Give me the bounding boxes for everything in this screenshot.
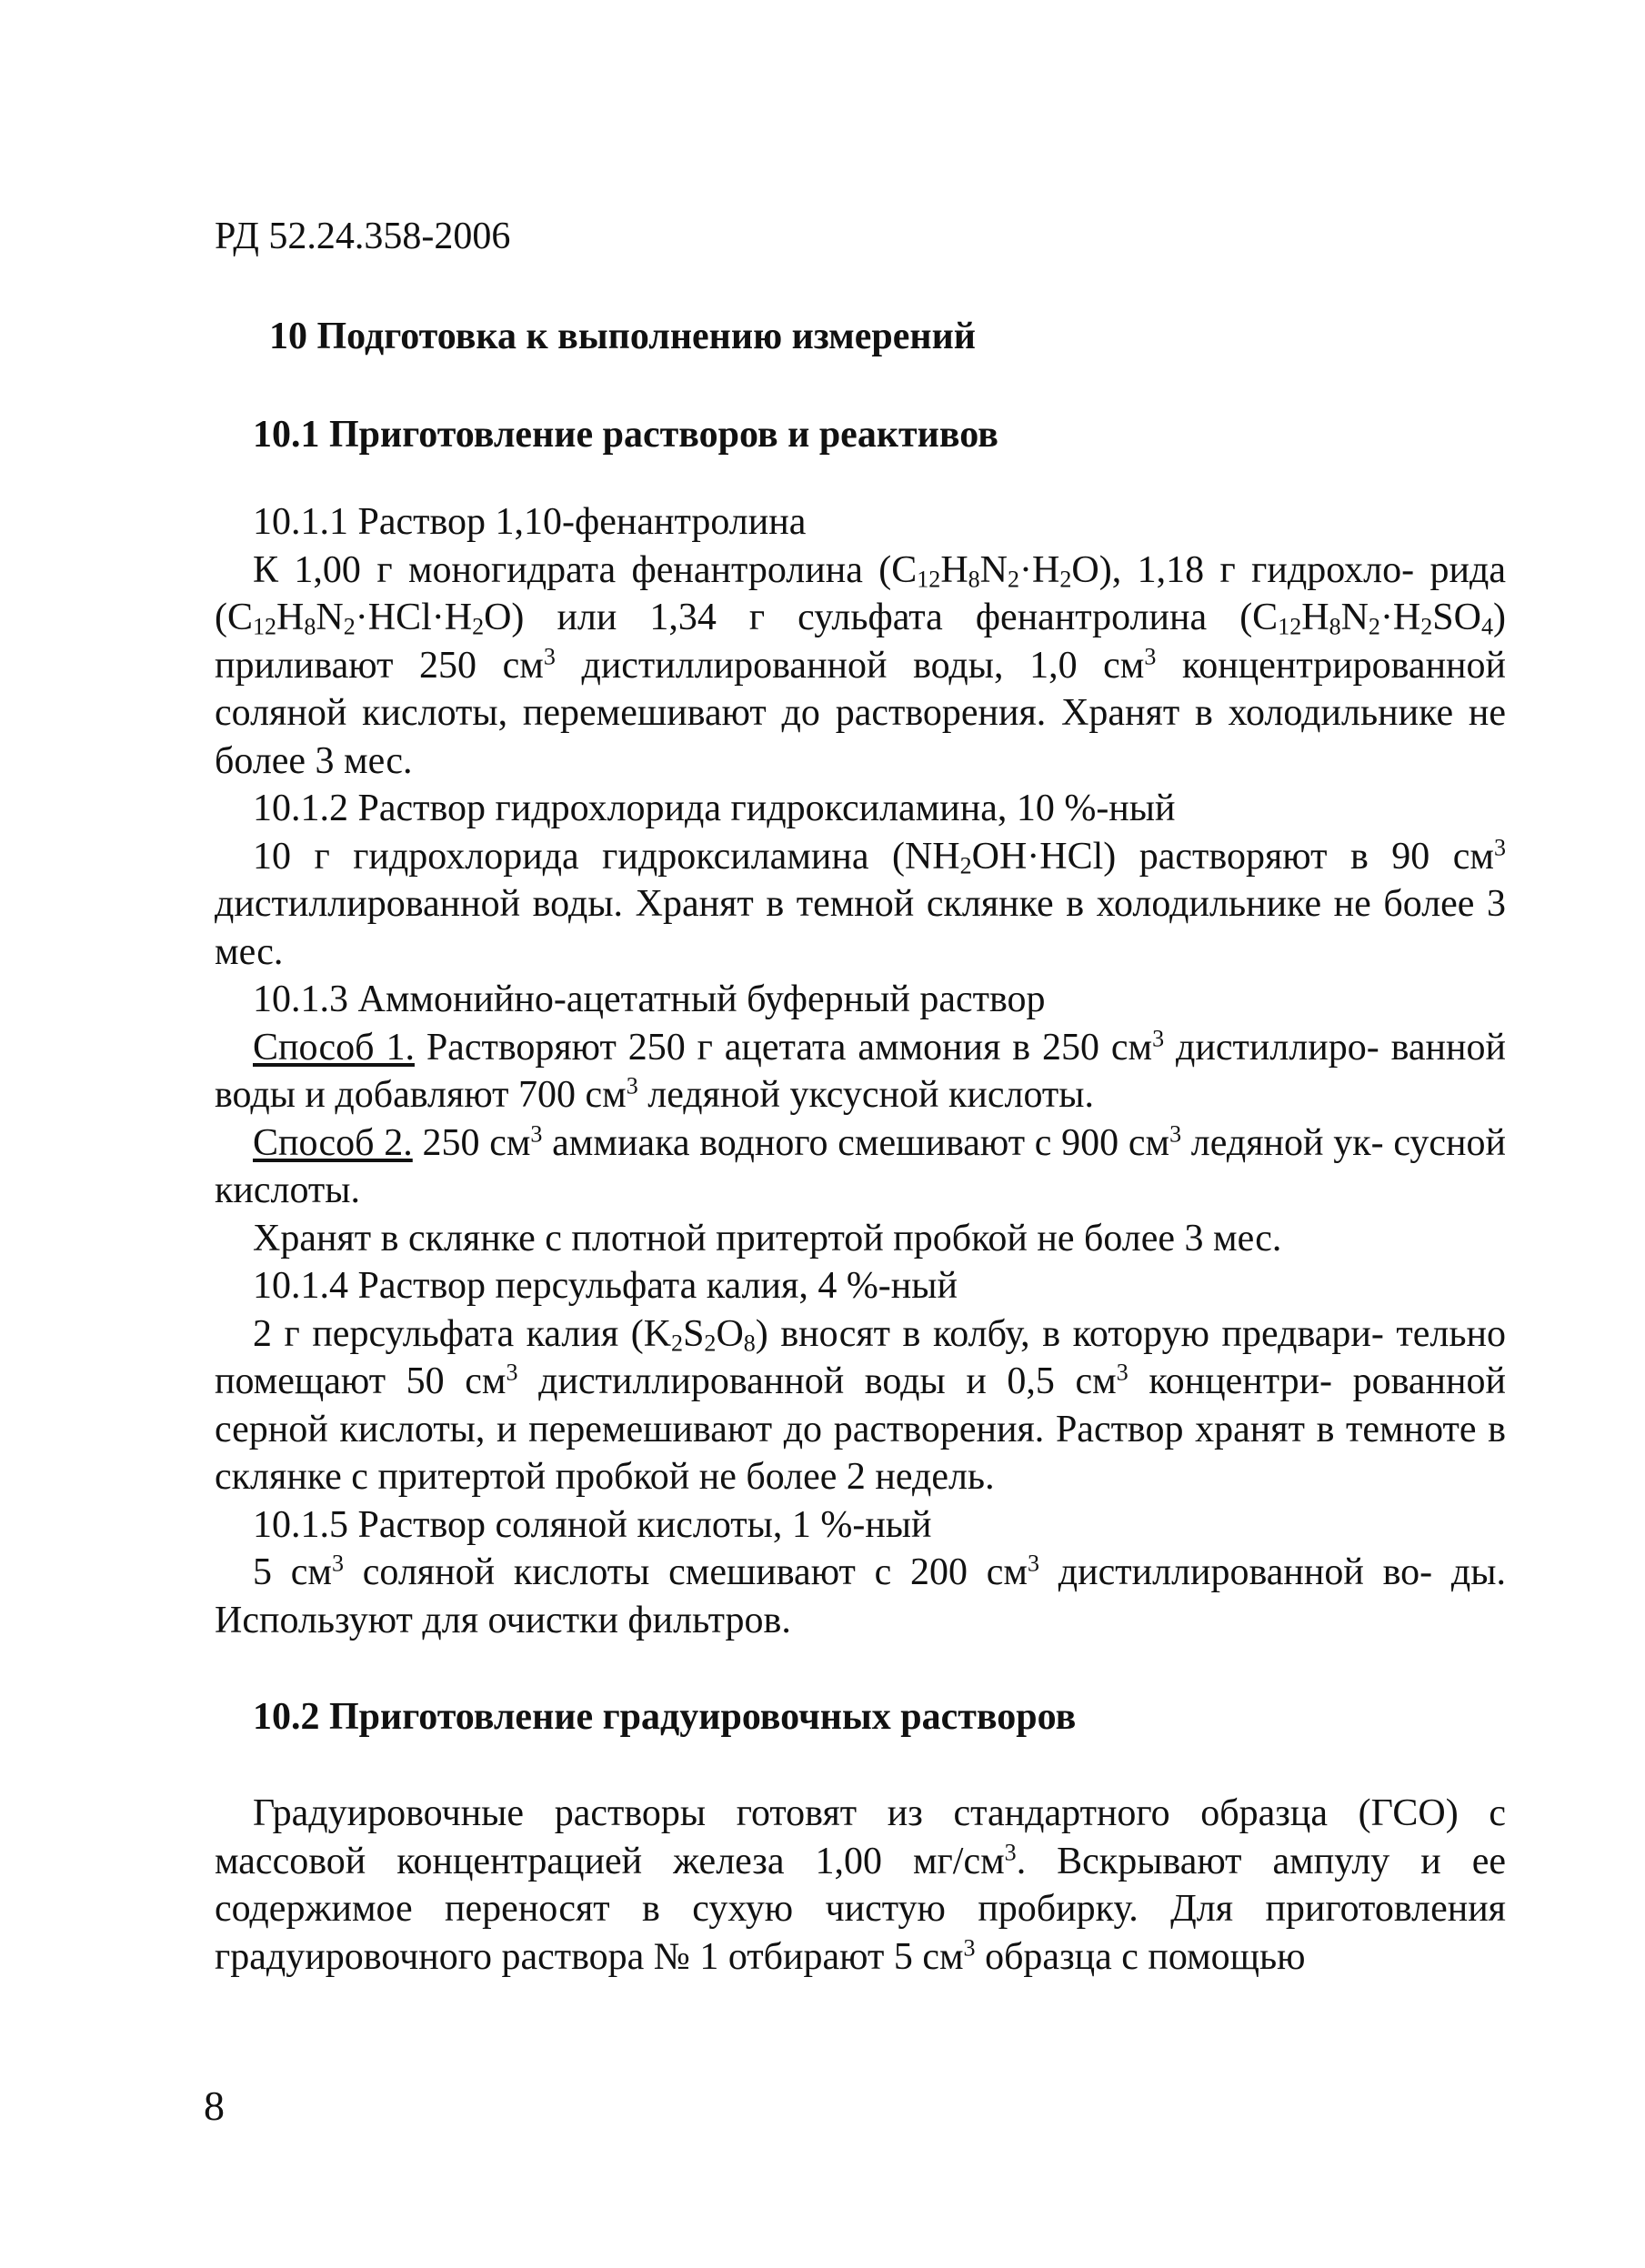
buffer-method-2: Способ 2. 250 $см^3$ аммиака водного смешивают с 900 $см^3$ ледяной ук- сусной кислоты.: [215, 1120, 1506, 1211]
section-10-1-heading: 10.1 Приготовление растворов и реактивов: [253, 414, 998, 456]
page-number: 8: [204, 2082, 225, 2129]
document-code: РД 52.24.358-2006: [215, 216, 511, 257]
subsection-10-1-5-heading: 10.1.5 Раствор соляной кислоты, 1 %-ный: [253, 1503, 932, 1546]
buffer-method-1: Способ 1. Растворяют 250 г ацетата аммония в 250 $см^3$ дистиллиро- ванной воды и добавляют 700 $см^3$ ледяной уксусной кислоты.: [215, 1025, 1506, 1116]
section-10-heading: 10 Подготовка к выполнению измерений: [269, 316, 976, 357]
section-10-2-body: [215, 1790, 1506, 1981]
subsection-10-1-2-heading: 10.1.2 Раствор гидрохлорида гидроксиламина, 10 %-ный: [253, 788, 1176, 829]
subsection-10-1-3-heading: 10.1.3 Аммонийно-ацетатный буферный раствор: [253, 978, 1046, 1020]
phenanthroline-paragraph: К 1,00 г моногидрата фенантролина $(C_{12}H_8N_2\cdot H_2O)$, 1,18 г гидрохло- рида $(C_{12}H_8N_2\cdot HCl\cdot H_2O)$ или 1,34 г сульфата фенантролина $(C_{12}H_8N_2\cdot H_2SO_4)$ приливают 250 $см^3$ дистиллированной воды, 1,0 $см^3$ концентрированной соляной кислоты, перемешивают до растворения. Хранят в холодильнике не более 3 мес.: [215, 548, 1507, 782]
buffer-storage-note: Хранят в склянке с плотной притертой пробкой не более 3 мес.: [253, 1217, 1282, 1259]
section-10-2-heading: 10.2 Приготовление градуировочных растворов: [253, 1696, 1077, 1738]
calibration-paragraph: Градуировочные растворы готовят из стандартного образца (ГСО) с массовой концентрацией железа 1,00 $мг/см^3$. Вскрывают ампулу и ее содержимое переносят в сухую чистую пробирку. Для приготовления градуировочного раствора № 1 отбирают 5 $см^3$ образца с помощью: [215, 1792, 1506, 1978]
hydrochloric-acid-paragraph: 5 $см^3$ соляной кислоты смешивают с 200 $см^3$ дистиллированной во- ды. Используют для очистки фильтров.: [215, 1550, 1506, 1641]
subsection-10-1-4-heading: 10.1.4 Раствор персульфата калия, 4 %-ный: [253, 1265, 958, 1307]
subsection-10-1-1-heading: 10.1.1 Раствор 1,10-фенантролина: [253, 501, 807, 543]
section-10-1-body: [215, 498, 1506, 1644]
hydroxylamine-paragraph: 10 г гидрохлорида гидроксиламина $(NH_2OH\cdot HCl)$ растворяют в 90 $см^3$ дистиллированной воды. Хранят в темной склянке в холодильнике не более 3 мес.: [215, 834, 1507, 973]
persulfate-paragraph: 2 г персульфата калия $(K_2S_2O_8)$ вносят в колбу, в которую предвари- тельно помещают 50 $см^3$ дистиллированной воды и 0,5 $см^3$ концентри- рованной серной кислоты, и перемешивают до растворения. Раствор хранят в темноте в склянке с притертой пробкой не более 2 недель.: [215, 1312, 1507, 1498]
